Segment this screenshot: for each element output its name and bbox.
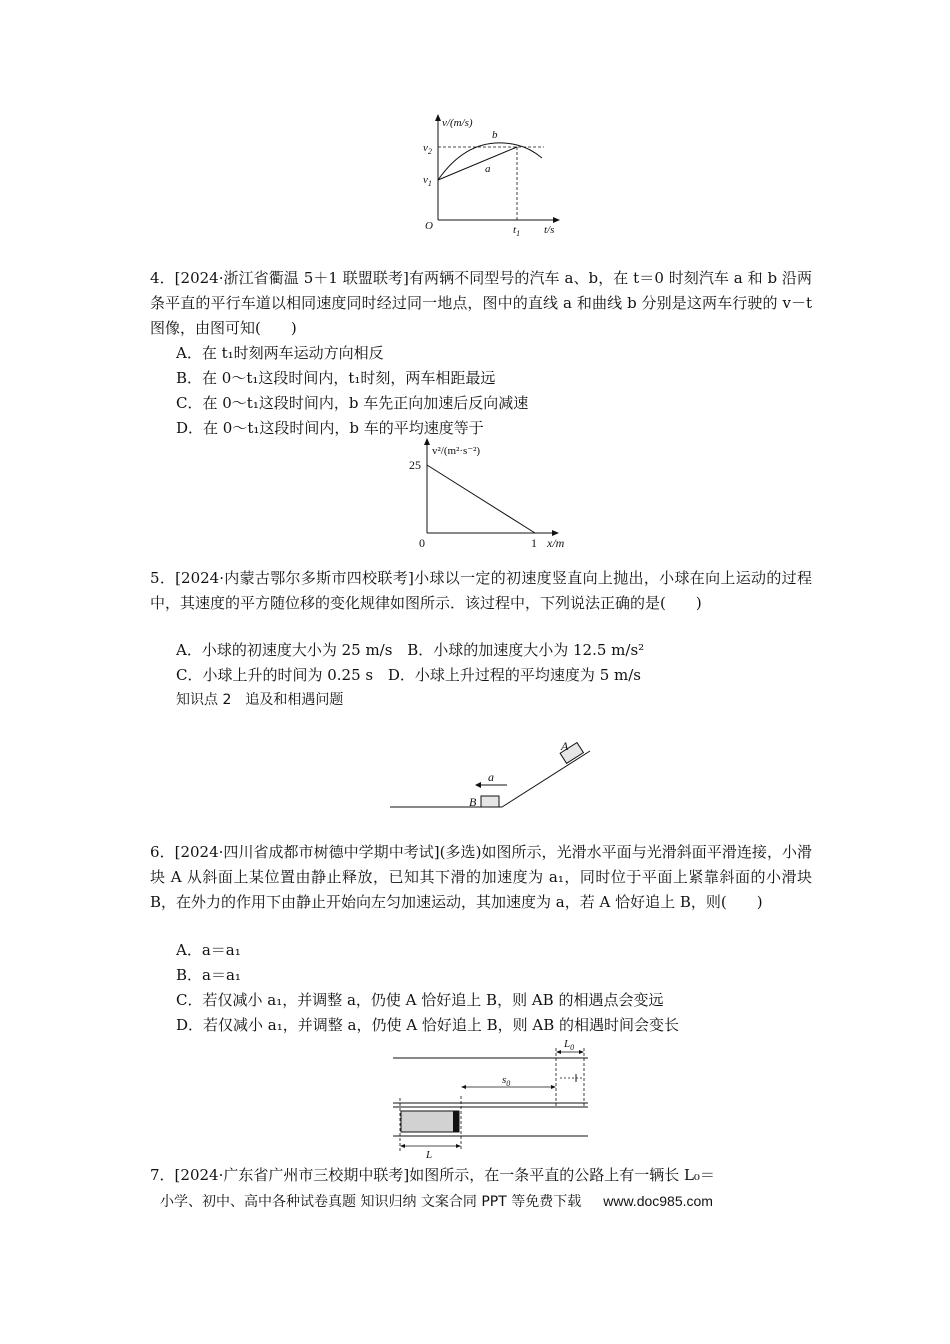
accel-label: a: [488, 770, 494, 784]
s0-label: $s_0$: [502, 1074, 511, 1088]
question-7-stem: 7．[2024·广东省广州市三校期中联考]如图所示，在一条平直的公路上有一辆长 L₀＝: [150, 1166, 715, 1184]
curve-b-label: b: [492, 129, 498, 141]
question-6-option-c: C．若仅减小 a₁，并调整 a，仍使 A 恰好追上 B，则 AB 的相遇点会变远: [176, 991, 664, 1009]
y-axis-arrow: [435, 114, 441, 121]
question-4-option-d: D．在 0～t₁这段时间内，b 车的平均速度等于: [176, 419, 484, 437]
origin-label: O: [425, 220, 433, 232]
road-figure: [388, 1036, 593, 1158]
y-axis-label: v²/(m²·s⁻²): [432, 445, 481, 457]
question-4-option-a: A．在 t₁时刻两车运动方向相反: [176, 344, 384, 362]
truck-cab: [453, 1111, 459, 1132]
block-b: [481, 796, 499, 807]
block-a-label: A: [561, 739, 569, 753]
l-arrow-left: [400, 1144, 405, 1148]
t1-label: $t_1$: [513, 224, 521, 238]
y-axis-arrow: [424, 438, 430, 445]
x-axis-arrow: [553, 217, 560, 223]
data-line: [427, 465, 535, 533]
origin-label: 0: [419, 536, 425, 550]
accel-arrowhead: [475, 782, 481, 788]
question-5-option-b: B．小球的加速度大小为 12.5 m/s²: [407, 641, 645, 659]
x-axis-label: x/m: [547, 536, 565, 550]
question-6-stem: 6．[2024·四川省成都市树德中学期中考试](多选)如图所示，光滑水平面与光滑斜面平滑连接，小滑块 A 从斜面上某位置由静止释放，已知其下滑的加速度为 a₁，同时位于平面上紧靠斜面的小滑块 B，在外力的作用下由静止开始向左匀加速运动，其加速度为 a，若 A 恰好追上 B，则( ): [150, 843, 812, 911]
s0-arrow-right: [551, 1085, 556, 1089]
l-label: L: [426, 1149, 433, 1158]
question-5-option-d: D．小球上升过程的平均速度为 5 m/s: [387, 666, 641, 684]
section-heading: 知识点 2 追及和相遇问题: [176, 692, 344, 708]
v2-label: $v_2$: [423, 142, 432, 156]
page-footer: [160, 1191, 713, 1211]
block-b-label: B: [469, 795, 477, 809]
v2-x-graph-figure: [405, 436, 585, 554]
incline-line: [502, 751, 590, 807]
v1-label: $v_1$: [423, 174, 432, 188]
question-5-option-a: A．小球的初速度大小为 25 m/s: [176, 641, 393, 659]
question-5-option-c: C．小球上升的时间为 0.25 s: [176, 666, 374, 684]
question-4-stem: 4．[2024·浙江省衢温 5＋1 联盟联考]有两辆不同型号的汽车 a、b，在 t＝0 时刻汽车 a 和 b 沿两条平直的平行车道以相同速度同时经过同一地点，图中的直线 a 和曲线 b 分别是这两车行驶的 v－t 图像，由图可知( ): [150, 269, 812, 337]
l0-arrow-left: [556, 1050, 561, 1054]
footer-url[interactable]: www.doc985.com: [603, 1193, 713, 1209]
l0-arrow-right: [579, 1050, 584, 1054]
line-a: [438, 147, 517, 180]
x-value-label: 1: [531, 536, 537, 550]
s0-arrow-left: [461, 1085, 466, 1089]
question-6-option-b: B．a＝a₁: [176, 966, 241, 984]
question-5-options-cd: [176, 664, 641, 686]
truck-body: [401, 1111, 459, 1132]
question-6-option-d: D．若仅减小 a₁，并调整 a，仍使 A 恰好追上 B，则 AB 的相遇时间会变长: [176, 1016, 680, 1034]
incline-figure: [385, 733, 605, 813]
question-4-option-b: B．在 0～t₁这段时间内，t₁时刻，两车相距最远: [176, 369, 496, 387]
footer-text: 小学、初中、高中各种试卷真题 知识归纳 文案合同 PPT 等免费下载: [160, 1194, 582, 1210]
y-value-label: 25: [409, 458, 421, 472]
line-a-label: a: [485, 163, 491, 175]
question-4-option-c: C．在 0～t₁这段时间内，b 车先正向加速后反向减速: [176, 394, 529, 412]
question-5-options-ab: [176, 639, 644, 661]
question-5-stem: 5．[2024·内蒙古鄂尔多斯市四校联考]小球以一定的初速度竖直向上抛出，小球在向上运动的过程中，其速度的平方随位移的变化规律如图所示．该过程中，下列说法正确的是( ): [150, 569, 812, 612]
x-axis-label: t/s: [544, 224, 555, 236]
vt-graph-figure: [420, 112, 570, 240]
question-6-option-a: A．a＝a₁: [176, 941, 241, 959]
y-axis-label: v/(m/s): [442, 117, 473, 129]
l0-label: $L_0$: [564, 1038, 575, 1052]
l-arrow-right: [456, 1144, 461, 1148]
